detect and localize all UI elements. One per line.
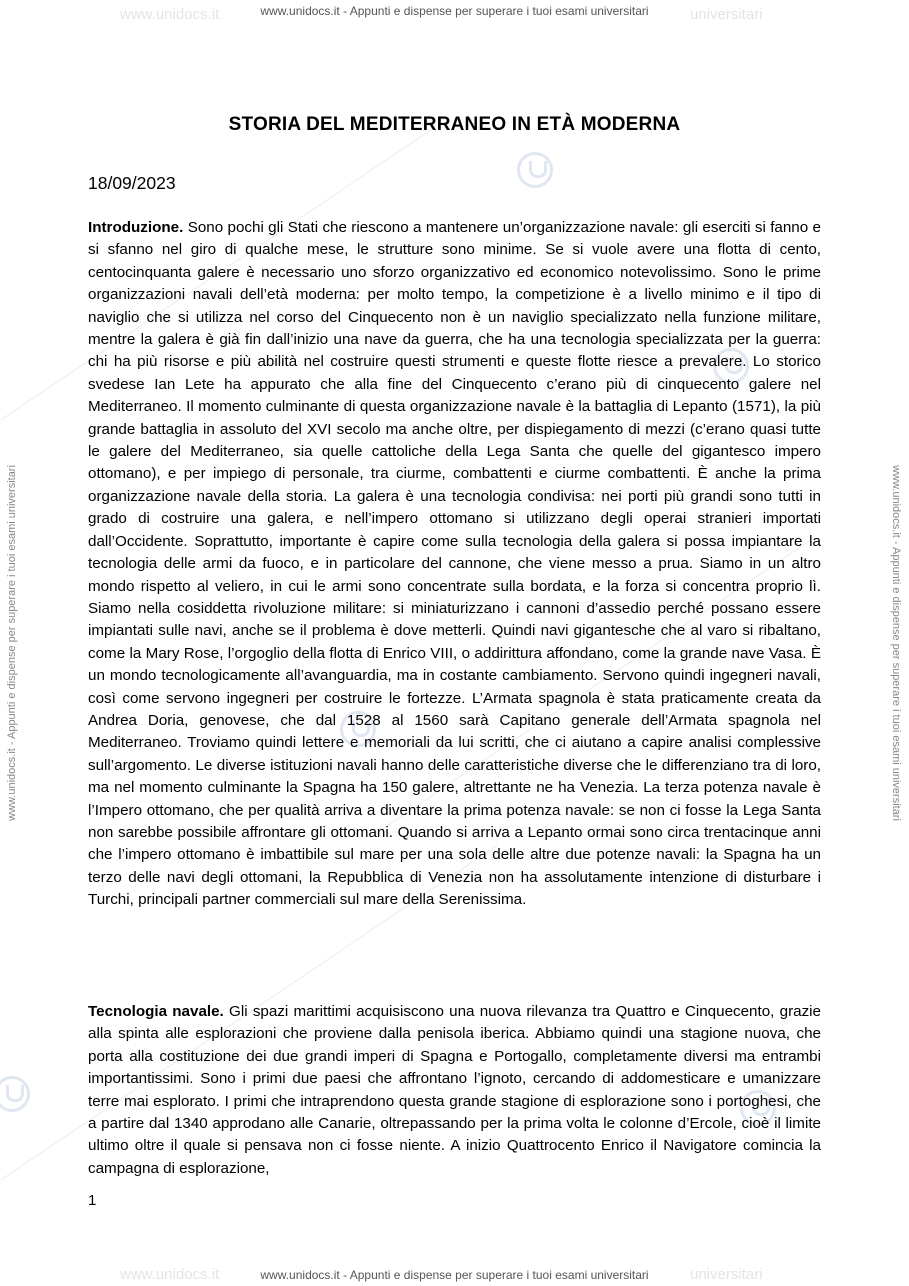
paragraph-tecnologia-navale bbox=[88, 1001, 821, 1180]
section-heading: Introduzione. bbox=[88, 219, 184, 236]
watermark-bottom: www.unidocs.it - Appunti e dispense per superare i tuoi esami universitari bbox=[260, 1268, 649, 1282]
watermark-faint-top-left: www.unidocs.it bbox=[120, 6, 220, 23]
watermark-left: www.unidocs.it - Appunti e dispense per superare i tuoi esami universitari bbox=[6, 465, 18, 821]
unidocs-logo-icon bbox=[0, 1076, 30, 1112]
watermark-right: www.unidocs.it - Appunti e dispense per superare i tuoi esami universitari bbox=[890, 465, 902, 821]
unidocs-logo-icon bbox=[517, 152, 553, 188]
watermark-faint-bottom-left: www.unidocs.it bbox=[120, 1266, 220, 1283]
document-title: STORIA DEL MEDITERRANEO IN ETÀ MODERNA bbox=[228, 114, 681, 135]
section-text: Gli spazi marittimi acquisiscono una nuova rilevanza tra Quattro e Cinquecento, grazie alla spinta alle esplorazioni che proviene dalla penisola iberica. Abbiamo quindi una stagione nuova, che porta alla costituzione dei due grandi imperi di Spagna e Portogallo, completamente diversi ma entrambi importantissimi. Sono i primi due paesi che affrontano l’ignoto, cercando di addomesticare e umanizzare terre mai esplorato. I primi che intraprendono questa grande stagione di esplorazione sono i portoghesi, che a partire dal 1340 approdano alle Canarie, oltrepassando per la prima volta le colonne d’Ercole, cioè il limite ultimo oltre il quale si pensava non ci fosse niente. A inizio Quattrocento Enrico il Navigatore comincia la campagna di esplorazione, bbox=[88, 1003, 821, 1177]
watermark-faint-top-right: universitari bbox=[690, 6, 763, 23]
section-heading: Tecnologia navale. bbox=[88, 1003, 224, 1020]
watermark-faint-bottom-right: universitari bbox=[690, 1266, 763, 1283]
document-date: 18/09/2023 bbox=[88, 173, 176, 193]
page-number: 1 bbox=[88, 1192, 97, 1209]
watermark-top: www.unidocs.it - Appunti e dispense per superare i tuoi esami universitari bbox=[260, 4, 649, 18]
section-text: Sono pochi gli Stati che riescono a mantenere un’organizzazione navale: gli eserciti si fanno e si sfanno nel giro di qualche mese, le strutture sono minime. Se si vuole avere una flotta di cento, centocinquanta galere è necessario uno sforzo organizzativo ed economico notevolissimo. Sono le prime organizzazioni navali dell’età moderna: per molto tempo, la competizione è a livello minimo e il tipo di naviglio che si utilizza nel corso del Cinquecento non è un naviglio specializzato nella funzione militare, mentre la galera è già fin dall’inizio una nave da guerra, che ha una tecnologia specializzata per la guerra: chi ha più risorse e più abilità nel costruire questi strumenti e queste flotte riesce a prevalere. Lo storico svedese Ian Lete ha appurato che alla fine del Cinquecento c’erano più di cinquecento galere nel Mediterraneo. Il momento culminante di questa organizzazione navale è la battaglia di Lepanto (1571), la più grande battaglia in assoluto del XVI secolo ma anche oltre, per dispiegamento di mezzi (c’erano quasi tutte le galere del Mediterraneo, sia quelle cattoliche della Lega Santa che quelle del gigantesco impero ottomano), e per impiego di personale, tra ciurme, combattenti e ciurme combattenti. È anche la prima organizzazione navale della storia. La galera è una tecnologia condivisa: nei porti più grandi sono tutti in grado di costruire una galera, e nell’impero ottomano si utilizzano degli operai stranieri importati dall’Occidente. Soprattutto, importante è capire come sulla tecnologia della galera si possa impiantare la tecnologia delle armi da fuoco, e in particolare del cannone, che viene messo a prua. Siamo in un altro mondo rispetto al veliero, in cui le armi sono concentrate sulla bordata, e la forza si concentra proprio lì. Siamo nella cosiddetta rivoluzione militare: si miniaturizzano i cannoni d’assedio perché possano essere impiantati sulle navi, anche se il problema è dove metterli. Quindi navi gigantesche che al varo si ribaltano, come la Mary Rose, l’orgoglio della flotta di Enrico VIII, o addirittura affondano, come la grande nave Vasa. È un mondo tecnologicamente all’avanguardia, ma in costante cambiamento. Servono quindi ingegneri navali, così come servono ingegneri per costruire le fortezze. L’Armata spagnola è stata praticamente creata da Andrea Doria, genovese, che dal 1528 al 1560 sarà Capitano generale dell’Armata spagnola nel Mediterraneo. Troviamo quindi lettere e memoriali da lui scritti, che ci aiutano a capire analisi complessive sull’argomento. Le diverse istituzioni navali hanno delle caratteristiche diverse che le differenziano tra di loro, ma nel momento culminante la Spagna ha 150 galere, altrettante ne ha Venezia. La terza potenza navale è l’Impero ottomano, che per qualità arriva a diventare la prima potenza navale: se non ci fosse la Lega Santa non sarebbe possibile affrontare gli ottomani. Quando si arriva a Lepanto ormai sono circa trentacinque anni che l’impero ottomano è imbattibile sul mare per una sola delle altre due potenze navali: la Spagna ha un terzo delle navi degli ottomani, la Repubblica di Venezia non ha assolutamente intenzione di disturbare i Turchi, principali partner commerciali sul mare della Serenissima. bbox=[88, 219, 821, 909]
paragraph-introduzione bbox=[88, 217, 821, 912]
